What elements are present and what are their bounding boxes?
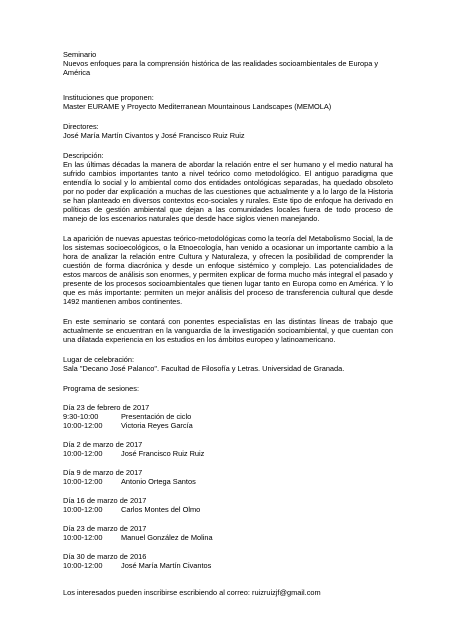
seminar-header: [63, 50, 393, 77]
session-date: Día 30 de marzo de 2016: [63, 552, 147, 561]
session-block: [63, 552, 393, 570]
description-paragraph: En las últimas décadas la manera de abordar la relación entre el ser humano y el medio natural ha sufrido cambios importantes tanto a nivel teórico como metodológico. El antiguo paradigma que entendía lo social y lo ambiental como dos entidades ontológicas separadas, ha quedado obsoleto por no poder dar explicación a muchas de las cuestiones que actualmente y a lo largo de la Historia se han planteado en diversos contextos eco-sociales y rurales. Este tipo de enfoque ha derivado en políticas de gestión ambiental que dejan a las comunidades locales fuera de todo proceso de manejo de los escenarios naturales que desde hace siglos vienen manejando.: [63, 160, 393, 223]
program-heading: Programa de sesiones:: [63, 384, 139, 393]
description-paragraph: En este seminario se contará con ponentes especialistas en las distintas líneas de trabajo que actualmente se encuentran en la vanguardia de la investigación socioambiental, y que cuentan con una dilatada experiencia en los estudios en los ámbitos europeo y latinoamericano.: [63, 317, 393, 344]
session-date: Día 16 de marzo de 2017: [63, 496, 147, 505]
proposers-heading: Instituciones que proponen:: [63, 93, 154, 102]
venue-heading: Lugar de celebración:: [63, 355, 135, 364]
session-row: [63, 412, 393, 421]
session-speaker: José Francisco Ruiz Ruiz: [121, 449, 205, 458]
description-paragraph: La aparición de nuevas apuestas teórico-metodológicas como la teoría del Metabolismo Social, la de los sistemas socioecológicos, o la Etnoecología, han venido a ocasionar un importante cambio a la hora de analizar la relación entre Cultura y Naturaleza, y ofrecen la posibilidad de comprender la cuestión de forma diacrónica y desde un enfoque sistémico y complejo. Las potencialidades de estos marcos de análisis son enormes, y permiten explicar de forma mucho más integral el pasado y presente de los procesos socioambientales que tienen lugar tanto en Europa como en América. Y lo que es más importante: permiten un mejor análisis del proceso de transferencia cultural que desde 1492 mantienen ambos continentes.: [63, 234, 393, 306]
session-block: [63, 440, 393, 458]
session-row: [63, 477, 393, 486]
venue-section: [63, 355, 393, 373]
session-block: [63, 468, 393, 486]
venue-text: Sala "Decano José Palanco". Facultad de Filosofía y Letras. Universidad de Granada.: [63, 364, 345, 373]
session-speaker: Manuel González de Molina: [121, 533, 213, 542]
session-time: 10:00-12:00: [63, 477, 103, 486]
session-row: [63, 421, 393, 430]
session-block: [63, 496, 393, 514]
proposers-section: [63, 93, 393, 111]
session-speaker: Victoria Reyes García: [121, 421, 193, 430]
description-section: [63, 151, 393, 344]
session-block: [63, 524, 393, 542]
contact-footer: [63, 588, 393, 597]
seminar-title: Nuevos enfoques para la comprensión histórica de las realidades socioambientales de Europa y América: [63, 59, 379, 77]
session-time: 10:00-12:00: [63, 421, 103, 430]
session-date: Día 2 de marzo de 2017: [63, 440, 143, 449]
session-row: [63, 449, 393, 458]
description-heading: Descripción:: [63, 151, 104, 160]
session-speaker: Presentación de ciclo: [121, 412, 192, 421]
session-row: [63, 505, 393, 514]
directors-heading: Directores:: [63, 122, 99, 131]
session-time: 10:00-12:00: [63, 505, 103, 514]
contact-text: Los interesados pueden inscribirse escribiendo al correo: ruizruizjf@gmail.com: [63, 588, 321, 597]
document-page: [63, 50, 393, 597]
proposers-text: Master EURAME y Proyecto Mediterranean Mountainous Landscapes (MEMOLA): [63, 102, 332, 111]
session-time: 10:00-12:00: [63, 449, 103, 458]
seminar-label: Seminario: [63, 50, 97, 59]
session-row: [63, 561, 393, 570]
session-date: Día 9 de marzo de 2017: [63, 468, 143, 477]
session-time: 9:30-10:00: [63, 412, 99, 421]
session-date: Día 23 de marzo de 2017: [63, 524, 147, 533]
session-time: 10:00-12:00: [63, 533, 103, 542]
session-block: [63, 403, 393, 430]
session-row: [63, 533, 393, 542]
session-speaker: Antonio Ortega Santos: [121, 477, 196, 486]
session-date: Día 23 de febrero de 2017: [63, 403, 150, 412]
directors-text: José María Martín Civantos y José Francisco Ruiz Ruiz: [63, 131, 245, 140]
directors-section: [63, 122, 393, 140]
session-speaker: Carlos Montes del Olmo: [121, 505, 201, 514]
session-time: 10:00-12:00: [63, 561, 103, 570]
program-section: [63, 384, 393, 570]
session-speaker: José María Martín Civantos: [121, 561, 212, 570]
